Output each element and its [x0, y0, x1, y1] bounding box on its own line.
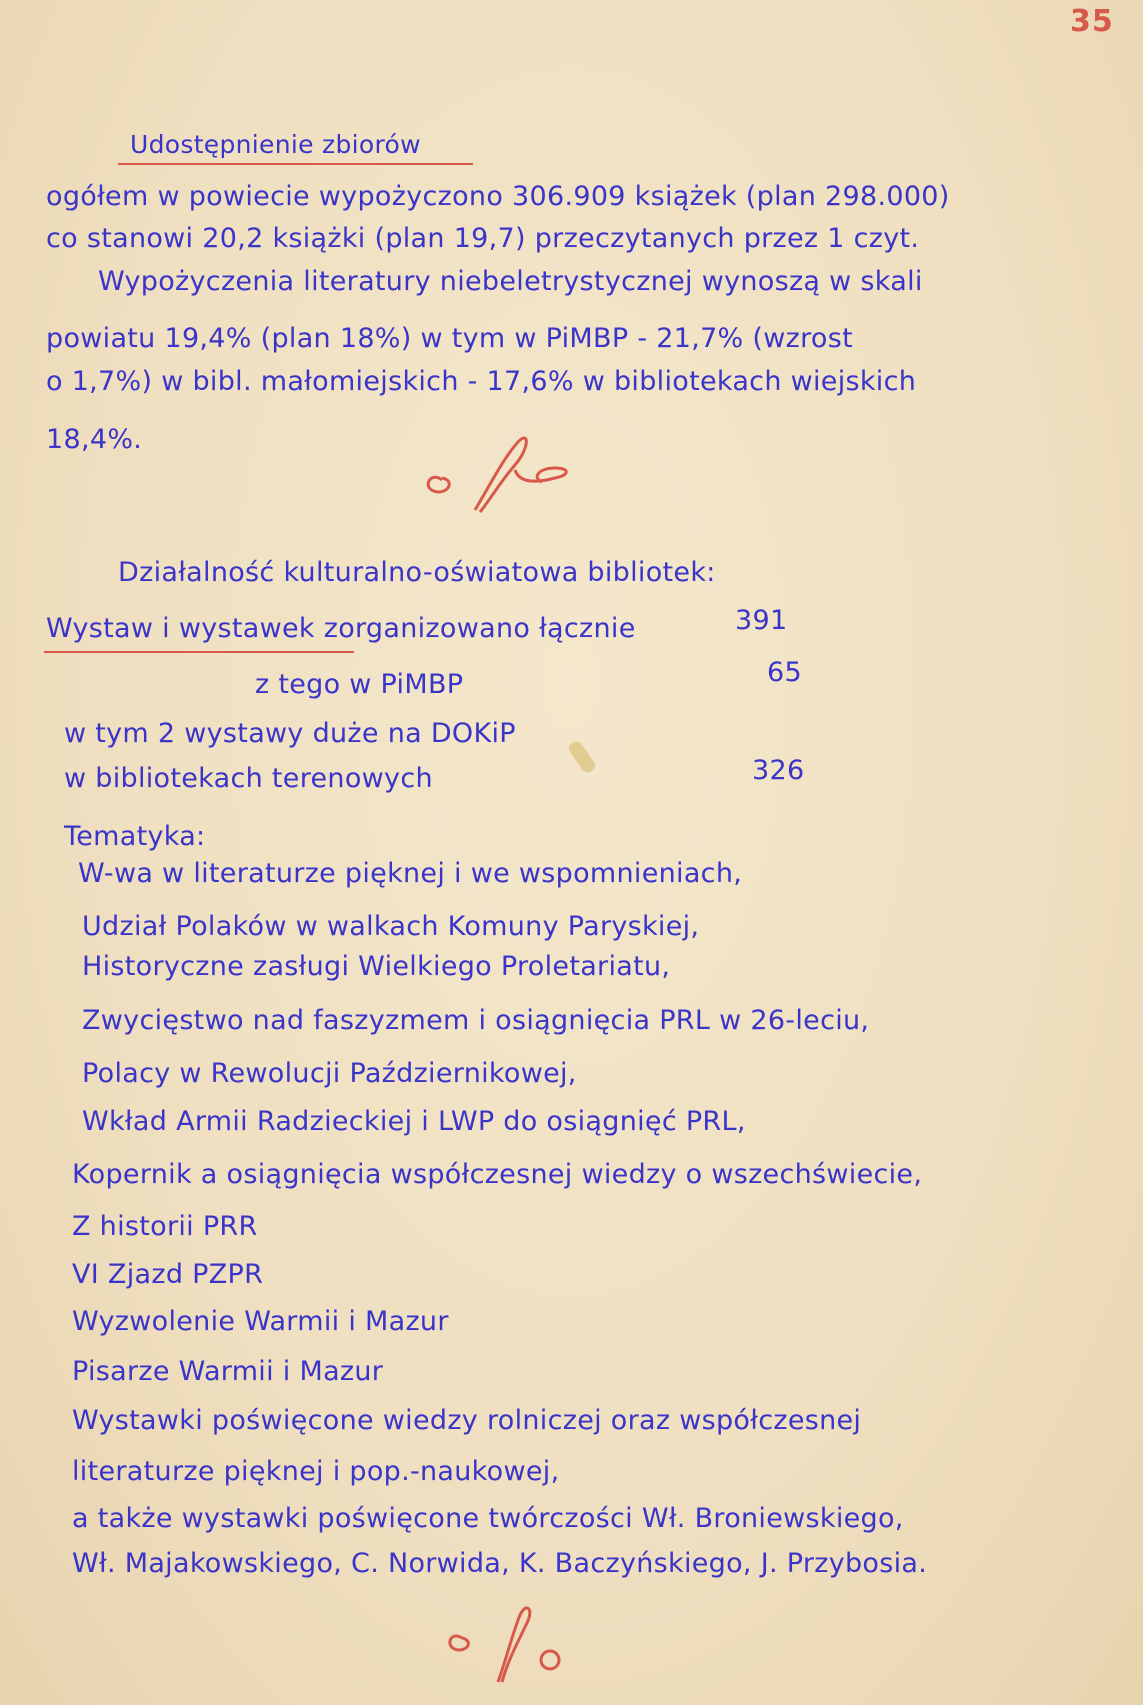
topic-item: Z historii PRR [72, 1211, 258, 1242]
topic-item: literaturze pięknej i pop.-naukowej, [72, 1456, 560, 1487]
text-line: powiatu 19,4% (plan 18%) w tym w PiMBP - 21,7% (wzrost [46, 323, 853, 354]
large-exhibitions-line: w tym 2 wystawy duże na DOKiP [64, 718, 516, 749]
topic-item: Historyczne zasługi Wielkiego Proletariatu, [82, 951, 671, 982]
topic-item: Wkład Armii Radzieckiej i LWP do osiągnięć PRL, [82, 1106, 746, 1137]
topic-item: W-wa w literaturze pięknej i we wspomnieniach, [78, 858, 743, 889]
field-libraries-label: w bibliotekach terenowych [64, 763, 433, 794]
topic-item: Pisarze Warmii i Mazur [72, 1356, 384, 1387]
text-line: ogółem w powiecie wypożyczono 306.909 książek (plan 298.000) [46, 181, 950, 212]
topic-item: Zwycięstwo nad faszyzmem i osiągnięcia PRL w 26-leciu, [82, 1005, 870, 1036]
topic-item: Udział Polaków w walkach Komuny Paryskiej, [82, 911, 700, 942]
text-line: Wypożyczenia literatury niebeletrystycznej wynoszą w skali [98, 266, 923, 297]
topic-item: Wystawki poświęcone wiedzy rolniczej oraz współczesnej [72, 1405, 862, 1436]
topics-label: Tematyka: [64, 821, 206, 852]
section-heading-collections: Udostępnienie zbiorów [130, 130, 421, 159]
text-line: 18,4%. [46, 424, 143, 455]
topic-item: a także wystawki poświęcone twórczości Wł. Broniewskiego, [72, 1503, 904, 1534]
page-number: 35 [1070, 4, 1114, 39]
topic-item: VI Zjazd PZPR [72, 1259, 264, 1290]
topic-item: Polacy w Rewolucji Październikowej, [82, 1058, 577, 1089]
paper-stain [567, 739, 598, 775]
topic-item: Kopernik a osiągnięcia współczesnej wiedzy o wszechświecie, [72, 1159, 923, 1190]
topic-item: Wyzwolenie Warmii i Mazur [72, 1306, 449, 1337]
flourish-ornament-icon [440, 1600, 580, 1690]
text-line: co stanowi 20,2 książki (plan 19,7) przeczytanych przez 1 czyt. [46, 223, 920, 254]
heading-underline [44, 651, 354, 653]
text-line: o 1,7%) w bibl. małomiejskich - 17,6% w bibliotekach wiejskich [46, 366, 917, 397]
flourish-ornament-icon [420, 430, 580, 520]
heading-underline [118, 163, 473, 165]
exhibitions-total-label: Wystaw i wystawek zorganizowano łącznie [46, 613, 636, 644]
pimbp-label: z tego w PiMBP [255, 669, 464, 700]
topic-item: Wł. Majakowskiego, C. Norwida, K. Baczyńskiego, J. Przybosia. [72, 1548, 928, 1579]
pimbp-value: 65 [767, 657, 802, 688]
field-libraries-value: 326 [752, 755, 805, 786]
exhibitions-total-value: 391 [735, 605, 788, 636]
section-heading-activities: Działalność kulturalno-oświatowa bibliotek: [118, 557, 716, 588]
